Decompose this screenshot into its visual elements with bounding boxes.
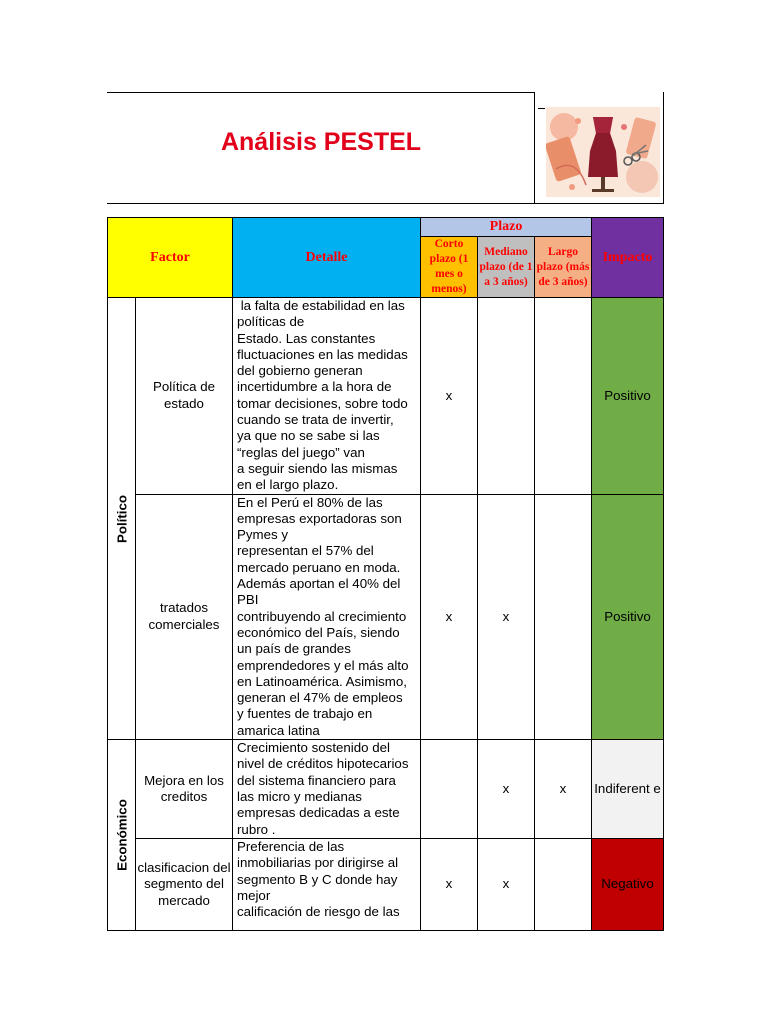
largo-mark bbox=[535, 298, 592, 495]
table-row bbox=[108, 298, 664, 495]
detalle-line: a seguir siendo las mismas bbox=[237, 460, 398, 476]
detalle-line: del sistema financiero para bbox=[237, 772, 396, 788]
table-row bbox=[108, 494, 664, 739]
detalle-line: políticas de bbox=[237, 314, 305, 330]
detalle-line: empresas exportadoras son bbox=[237, 510, 402, 526]
detalle-line: “reglas del juego” van bbox=[237, 444, 365, 460]
detalle-line: rubro . bbox=[237, 821, 276, 837]
detalle-line: representan el 57% del bbox=[237, 543, 374, 559]
impacto-badge: Indiferent e bbox=[592, 740, 664, 839]
header-plazo: Plazo bbox=[421, 218, 592, 237]
detalle-cell bbox=[233, 839, 421, 931]
detalle-line: Estado. Las constantes bbox=[237, 330, 376, 346]
logo-box-right-border bbox=[663, 92, 664, 204]
detalle-line: mejor bbox=[237, 887, 271, 903]
table-row bbox=[108, 740, 664, 839]
header-corto-plazo: Corto plazo (1 mes o menos) bbox=[421, 237, 478, 298]
detalle-line: mercado peruano en moda. bbox=[237, 559, 401, 575]
detalle-line: ya que no se sabe si las bbox=[237, 428, 380, 444]
detalle-line: y fuentes de trabajo en bbox=[237, 706, 373, 722]
detalle-line: contribuyendo al crecimiento bbox=[237, 608, 407, 624]
header-largo-plazo: Largo plazo (más de 3 años) bbox=[535, 237, 592, 298]
header-mediano-plazo: Mediano plazo (de 1 a 3 años) bbox=[478, 237, 535, 298]
detalle-line: empresas dedicadas a este bbox=[237, 805, 400, 821]
header-impacto: Impacto bbox=[592, 218, 664, 298]
largo-mark: x bbox=[535, 740, 592, 839]
detalle-line: inmobiliarias por dirigirse al bbox=[237, 855, 399, 871]
corto-mark bbox=[421, 740, 478, 839]
detalle-line: económico del País, siendo bbox=[237, 624, 400, 640]
corto-mark: x bbox=[421, 839, 478, 931]
pestel-table bbox=[107, 217, 664, 931]
detalle-line: Además aportan el 40% del bbox=[237, 576, 401, 592]
largo-mark bbox=[535, 839, 592, 931]
header-detalle: Detalle bbox=[233, 218, 421, 298]
detalle-line: tomar decisiones, sobre todo bbox=[237, 395, 408, 411]
detalle-line: incertidumbre a la hora de bbox=[237, 379, 392, 395]
detalle-line: cuando se trata de invertir, bbox=[237, 412, 394, 428]
title-box-right-border bbox=[534, 92, 535, 204]
detalle-line: la falta de estabilidad en las bbox=[237, 298, 405, 313]
title-box-bottom-border bbox=[107, 203, 664, 204]
corto-mark: x bbox=[421, 298, 478, 495]
detalle-line: las micro y medianas bbox=[237, 788, 362, 804]
page-title: Análisis PESTEL bbox=[220, 128, 422, 156]
detalle-cell bbox=[233, 298, 421, 495]
detalle-line: un país de grandes bbox=[237, 641, 351, 657]
detalle-line: generan el 47% de empleos bbox=[237, 690, 403, 706]
factor-cell: tratados comerciales bbox=[136, 494, 233, 739]
detalle-line: Pymes y bbox=[237, 527, 288, 543]
header-factor: Factor bbox=[108, 218, 233, 298]
logo-tick bbox=[538, 108, 545, 109]
detalle-line: Crecimiento sostenido del bbox=[237, 740, 390, 756]
factor-cell: Política de estado bbox=[136, 298, 233, 495]
group-label-economico: Económico bbox=[108, 740, 136, 931]
impacto-badge: Positivo bbox=[592, 298, 664, 495]
factor-cell: Mejora en los creditos bbox=[136, 740, 233, 839]
detalle-line: Preferencia de las bbox=[237, 839, 345, 855]
detalle-line: calificación de riesgo de las bbox=[237, 904, 400, 920]
detalle-line: segmento B y C donde hay bbox=[237, 871, 398, 887]
fashion-sewing-collage-icon bbox=[546, 107, 660, 197]
mediano-mark: x bbox=[478, 740, 535, 839]
table-row bbox=[108, 839, 664, 931]
detalle-line: en Latinoamérica. Asimismo, bbox=[237, 673, 407, 689]
detalle-line: amarica latina bbox=[237, 722, 320, 738]
detalle-cell bbox=[233, 494, 421, 739]
detalle-line: emprendedores y el más alto bbox=[237, 657, 409, 673]
detalle-line: en el largo plazo. bbox=[237, 477, 339, 493]
corto-mark: x bbox=[421, 494, 478, 739]
detalle-line: fluctuaciones en las medidas bbox=[237, 346, 408, 362]
impacto-badge: Positivo bbox=[592, 494, 664, 739]
detalle-line: PBI bbox=[237, 592, 259, 608]
detalle-line: del gobierno generan bbox=[237, 363, 363, 379]
detalle-line: nivel de créditos hipotecarios bbox=[237, 756, 409, 772]
detalle-cell bbox=[233, 740, 421, 839]
largo-mark bbox=[535, 494, 592, 739]
title-box-top-border bbox=[107, 92, 535, 93]
group-label-politico: Político bbox=[108, 298, 136, 740]
detalle-line: En el Perú el 80% de las bbox=[237, 494, 383, 510]
mediano-mark bbox=[478, 298, 535, 495]
impacto-badge: Negativo bbox=[592, 839, 664, 931]
factor-cell: clasificacion del segmento del mercado bbox=[136, 839, 233, 931]
mediano-mark: x bbox=[478, 839, 535, 931]
mediano-mark: x bbox=[478, 494, 535, 739]
